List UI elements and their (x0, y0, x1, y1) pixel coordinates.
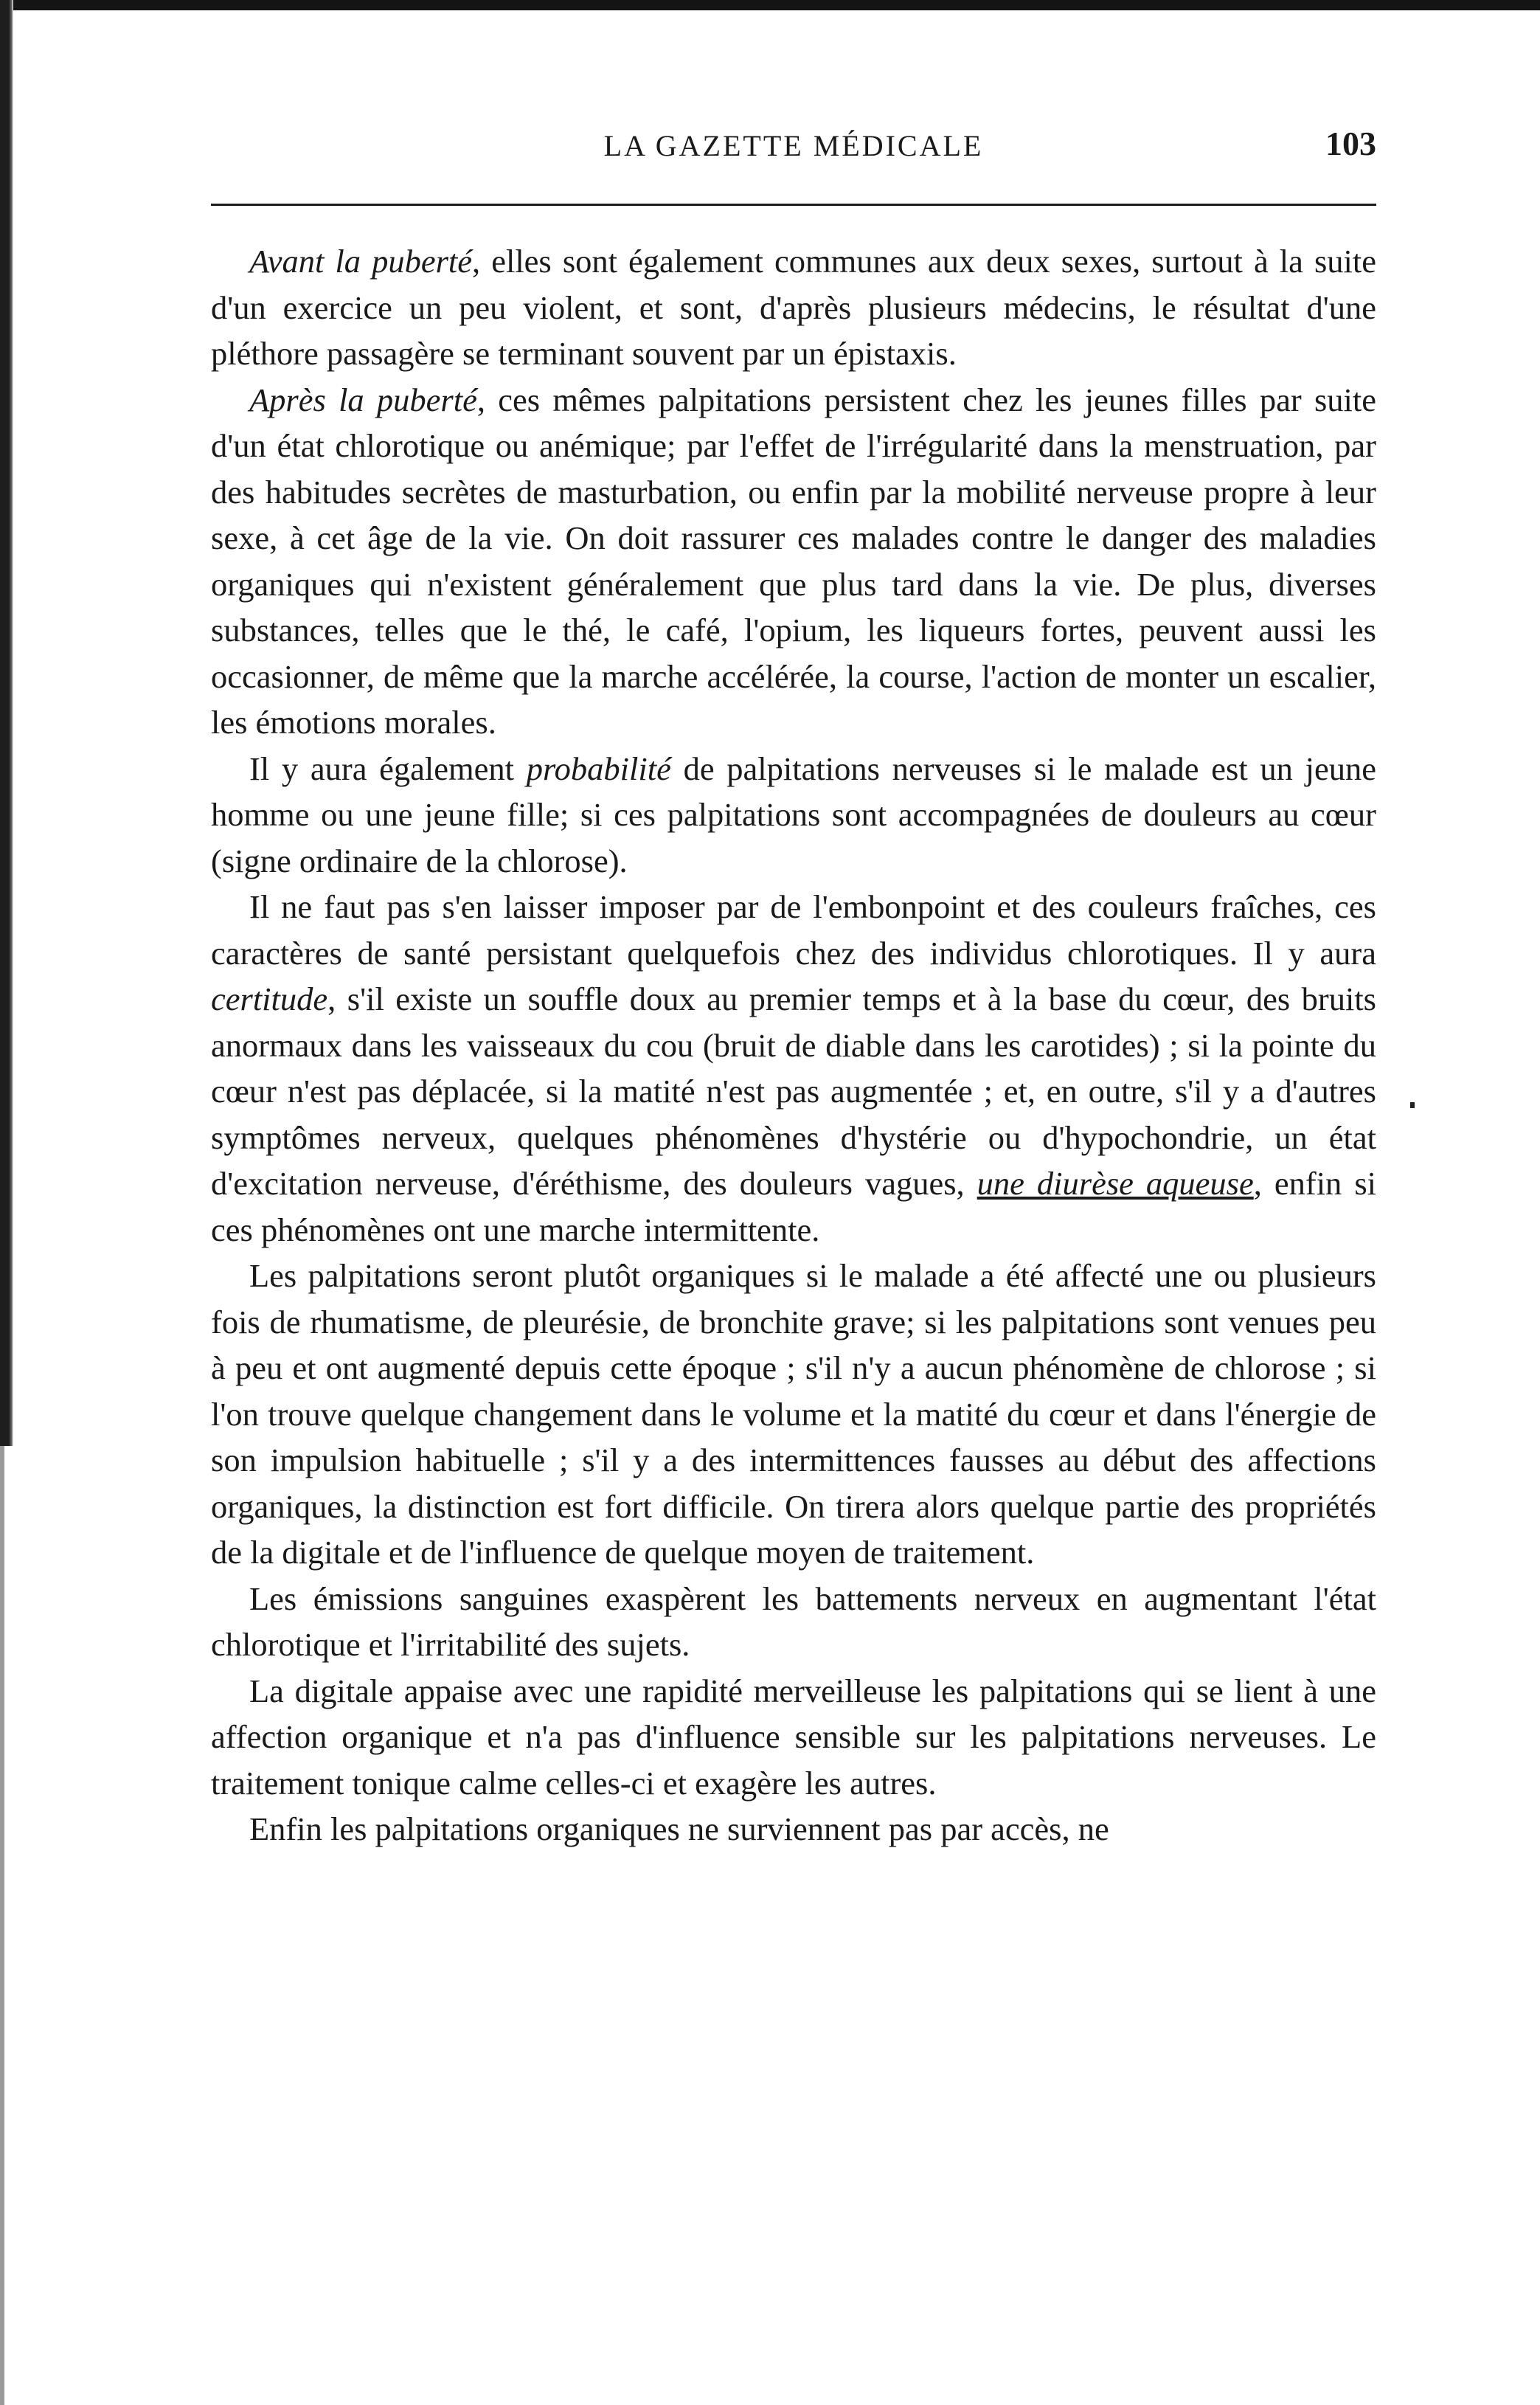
emphasis-text: une diurèse aqueuse (977, 1165, 1254, 1202)
paragraph (211, 1576, 1376, 1668)
emphasis-text: probabilité (526, 750, 671, 787)
scan-border-left (0, 0, 13, 1446)
emphasis-text: Avant la puberté (249, 243, 473, 280)
running-head (211, 118, 1376, 170)
paragraph (211, 1806, 1376, 1852)
text-run: Les palpitations seront plutôt organiques si le malade a été affecté une ou plusieurs fois de rhumatisme, de pleurésie, de bronchite grave; si les palpitations sont venues peu à peu et ont augmenté depuis cette époque ; s'il n'y a aucun phénomène de chlorose ; si l'on trouve quelque changement dans le volume et la matité du cœur et dans l'énergie de son impulsion habituelle ; s'il y a des intermittences fausses au début des affections organiques, la distinction est fort difficile. On tirera alors quelque partie des propriétés de la digitale et de l'influence de quelque moyen de traitement. (211, 1257, 1376, 1571)
paragraph (211, 238, 1376, 377)
paragraph (211, 1668, 1376, 1807)
emphasis-text: Après la puberté (249, 381, 477, 418)
page-number: 103 (1325, 125, 1376, 162)
text-run: Les émissions sanguines exaspèrent les battements nerveux en augmentant l'état chlorotique et l'irritabilité des sujets. (211, 1579, 1376, 1663)
page (211, 118, 1376, 1852)
emphasis-text: certitude (211, 980, 328, 1017)
margin-speck (1410, 1102, 1415, 1108)
text-run: , ces mêmes palpitations persistent chez les jeunes filles par suite d'un état chlorotique ou anémique; par l'effet de l'irrégularité dans la menstruation, par des habitudes secrètes de masturbation, ou enfin par la mobilité nerveuse propre à leur sexe, à cet âge de la vie. On doit rassurer ces malades contre le danger des maladies organiques qui n'existent généralement que plus tard dans la vie. De plus, diverses substances, telles que le thé, le café, l'opium, les liqueurs fortes, peuvent aussi les occasionner, de même que la marche accélérée, la course, l'action de monter un escalier, les émotions morales. (211, 381, 1376, 741)
scan-border-top (0, 0, 1540, 10)
text-run: , enfin si ces phénomènes ont une marche intermittente. (211, 1165, 1376, 1248)
paragraph (211, 377, 1376, 746)
text-run: Il y aura également (249, 750, 527, 787)
text-run: , s'il existe un souffle doux au premier temps et à la base du cœur, des bruits anormaux dans les vaisseaux du cou (bruit de diable dans les carotides) ; si la pointe du cœur n'est pas déplacée, si la matité n'est pas augmentée ; et, en outre, s'il y a d'autres symptômes nerveux, quelques phénomènes d'hystérie ou d'hypochondrie, un état d'excitation nerveuse, d'éréthisme, des douleurs vagues, (211, 980, 1376, 1202)
paragraph (211, 884, 1376, 1253)
text-run: , elles sont également communes aux deux sexes, surtout à la suite d'un exercice un peu violent, et sont, d'après plusieurs médecins, le résultat d'une pléthore passagère se terminant souvent par un épistaxis. (211, 243, 1376, 372)
scan-border-left-tail (0, 1446, 4, 2405)
running-title: LA GAZETTE MÉDICALE (603, 129, 984, 162)
paragraph (211, 746, 1376, 885)
text-run: de palpitations nerveuses si le malade est un jeune homme ou une jeune fille; si ces palpitations sont accompagnées de douleurs au cœur (signe ordinaire de la chlorose). (211, 750, 1376, 879)
paragraph (211, 1253, 1376, 1576)
body-text (211, 238, 1376, 1852)
text-run: Enfin les palpitations organiques ne surviennent pas par accès, ne (249, 1810, 1109, 1847)
text-run: La digitale appaise avec une rapidité merveilleuse les palpitations qui se lient à une affection organique et n'a pas d'influence sensible sur les palpitations nerveuses. Le traitement tonique calme celles-ci et exagère les autres. (211, 1672, 1376, 1802)
header-rule (211, 204, 1376, 206)
text-run: Il ne faut pas s'en laisser imposer par de l'embonpoint et des couleurs fraîches, ces caractères de santé persistant quelquefois chez des individus chlorotiques. Il y aura (211, 888, 1376, 972)
